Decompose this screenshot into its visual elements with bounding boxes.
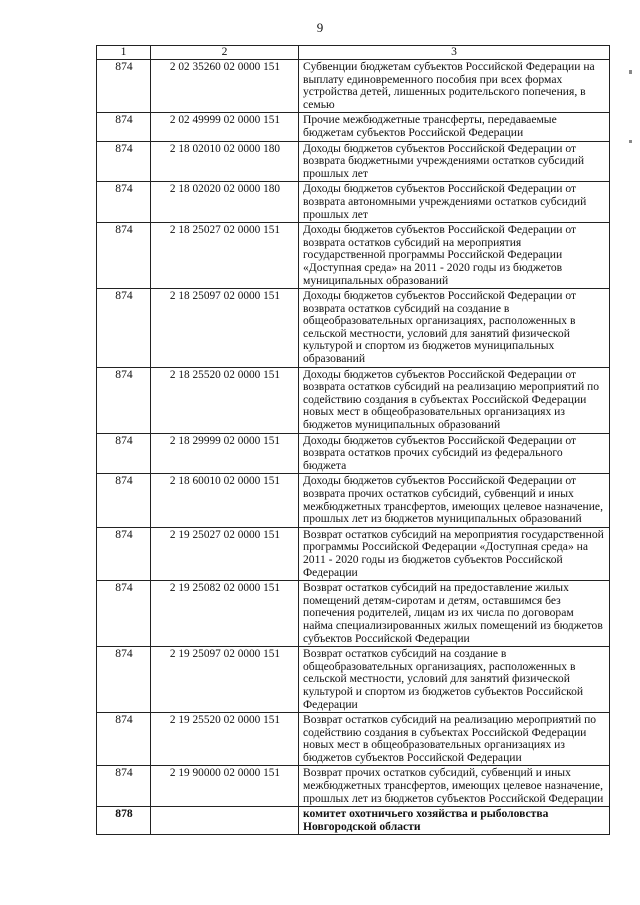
budget-code-cell: 2 18 02010 02 0000 180 [151, 141, 299, 182]
revenue-name-cell: комитет охотничьего хозяйства и рыболовства Новгородской области [299, 807, 610, 835]
revenue-name-cell: Доходы бюджетов субъектов Российской Федерации от возврата остатков прочих субсидий из федерального бюджета [299, 433, 610, 474]
admin-code-cell: 874 [97, 223, 151, 289]
revenue-name-cell: Доходы бюджетов субъектов Российской Федерации от возврата остатков субсидий на реализацию мероприятий по содействию создания в субъектах Российской Федерации новых мест в общеобразовательных организациях из бюджетов муниципальных образований [299, 367, 610, 433]
revenue-name-cell: Доходы бюджетов субъектов Российской Федерации от возврата бюджетными учреждениями остатков субсидий прошлых лет [299, 141, 610, 182]
scan-mark [629, 140, 632, 143]
budget-code-cell: 2 19 25027 02 0000 151 [151, 527, 299, 580]
table-row [97, 807, 610, 835]
table-header-row [97, 46, 610, 60]
revenue-name-cell: Доходы бюджетов субъектов Российской Федерации от возврата остатков субсидий на мероприятия государственной программы Российской Федерации «Доступная среда» на 2011 - 2020 годы из бюджетов муниципальных образований [299, 223, 610, 289]
admin-code-cell: 874 [97, 581, 151, 647]
admin-code-cell: 874 [97, 433, 151, 474]
table-row [97, 474, 610, 527]
revenue-name-cell: Возврат остатков субсидий на предоставление жилых помещений детям-сиротам и детям, оставшимся без попечения родителей, лицам из их числа по договорам найма специализированных жилых помещений из бюджетов субъектов Российской Федерации [299, 581, 610, 647]
table-row [97, 60, 610, 113]
column-header-1: 1 [97, 46, 151, 60]
admin-code-cell: 874 [97, 713, 151, 766]
table-row [97, 527, 610, 580]
budget-code-cell: 2 18 29999 02 0000 151 [151, 433, 299, 474]
budget-code-cell: 2 19 25097 02 0000 151 [151, 647, 299, 713]
revenue-name-cell: Субвенции бюджетам субъектов Российской Федерации на выплату единовременного пособия при всех формах устройства детей, лишенных родительского попечения, в семью [299, 60, 610, 113]
admin-code-cell: 874 [97, 141, 151, 182]
budget-code-cell: 2 18 25027 02 0000 151 [151, 223, 299, 289]
revenue-table [96, 45, 610, 835]
admin-code-cell: 874 [97, 113, 151, 141]
admin-code-cell: 874 [97, 60, 151, 113]
table-row [97, 581, 610, 647]
admin-code-cell: 874 [97, 474, 151, 527]
revenue-name-cell: Возврат прочих остатков субсидий, субвенций и иных межбюджетных трансфертов, имеющих целевое назначение, прошлых лет из бюджетов субъектов Российской Федерации [299, 766, 610, 807]
admin-code-cell: 874 [97, 527, 151, 580]
table-row [97, 182, 610, 223]
table-row [97, 766, 610, 807]
scan-mark [629, 70, 632, 74]
revenue-name-cell: Возврат остатков субсидий на создание в общеобразовательных организациях, расположенных в сельской местности, условий для занятий физической культурой и спортом из бюджетов субъектов Российской Федерации [299, 647, 610, 713]
table-row [97, 713, 610, 766]
table-row [97, 223, 610, 289]
revenue-name-cell: Прочие межбюджетные трансферты, передаваемые бюджетам субъектов Российской Федерации [299, 113, 610, 141]
revenue-name-cell: Возврат остатков субсидий на реализацию мероприятий по содействию создания в субъектах Российской Федерации новых мест в общеобразовательных организациях из бюджетов субъектов Российской Федерации [299, 713, 610, 766]
table-row [97, 647, 610, 713]
budget-code-cell: 2 19 25082 02 0000 151 [151, 581, 299, 647]
admin-code-cell: 874 [97, 289, 151, 368]
budget-code-cell [151, 807, 299, 835]
revenue-name-cell: Доходы бюджетов субъектов Российской Федерации от возврата остатков субсидий на создание в общеобразовательных организациях, расположенных в сельской местности, условий для занятий физической культурой и спортом из бюджетов муниципальных образований [299, 289, 610, 368]
table-row [97, 113, 610, 141]
budget-code-cell: 2 18 25520 02 0000 151 [151, 367, 299, 433]
page-number: 9 [316, 20, 324, 35]
budget-code-cell: 2 19 90000 02 0000 151 [151, 766, 299, 807]
budget-code-cell: 2 18 60010 02 0000 151 [151, 474, 299, 527]
admin-code-cell: 874 [97, 766, 151, 807]
revenue-name-cell: Возврат остатков субсидий на мероприятия государственной программы Российской Федерации «Доступная среда» на 2011 - 2020 годы из бюджетов субъектов Российской Федерации [299, 527, 610, 580]
table-row [97, 141, 610, 182]
budget-code-cell: 2 18 02020 02 0000 180 [151, 182, 299, 223]
column-header-3: 3 [299, 46, 610, 60]
budget-code-cell: 2 19 25520 02 0000 151 [151, 713, 299, 766]
admin-code-cell: 874 [97, 647, 151, 713]
table-row [97, 289, 610, 368]
revenue-name-cell: Доходы бюджетов субъектов Российской Федерации от возврата прочих остатков субсидий, субвенций и иных межбюджетных трансфертов, имеющих целевое назначение, прошлых лет из бюджетов муниципальных образований [299, 474, 610, 527]
table-row [97, 433, 610, 474]
admin-code-cell: 874 [97, 367, 151, 433]
budget-code-cell: 2 18 25097 02 0000 151 [151, 289, 299, 368]
admin-code-cell: 874 [97, 182, 151, 223]
admin-code-cell: 878 [97, 807, 151, 835]
budget-code-cell: 2 02 49999 02 0000 151 [151, 113, 299, 141]
budget-code-cell: 2 02 35260 02 0000 151 [151, 60, 299, 113]
column-header-2: 2 [151, 46, 299, 60]
revenue-name-cell: Доходы бюджетов субъектов Российской Федерации от возврата автономными учреждениями остатков субсидий прошлых лет [299, 182, 610, 223]
table-row [97, 367, 610, 433]
